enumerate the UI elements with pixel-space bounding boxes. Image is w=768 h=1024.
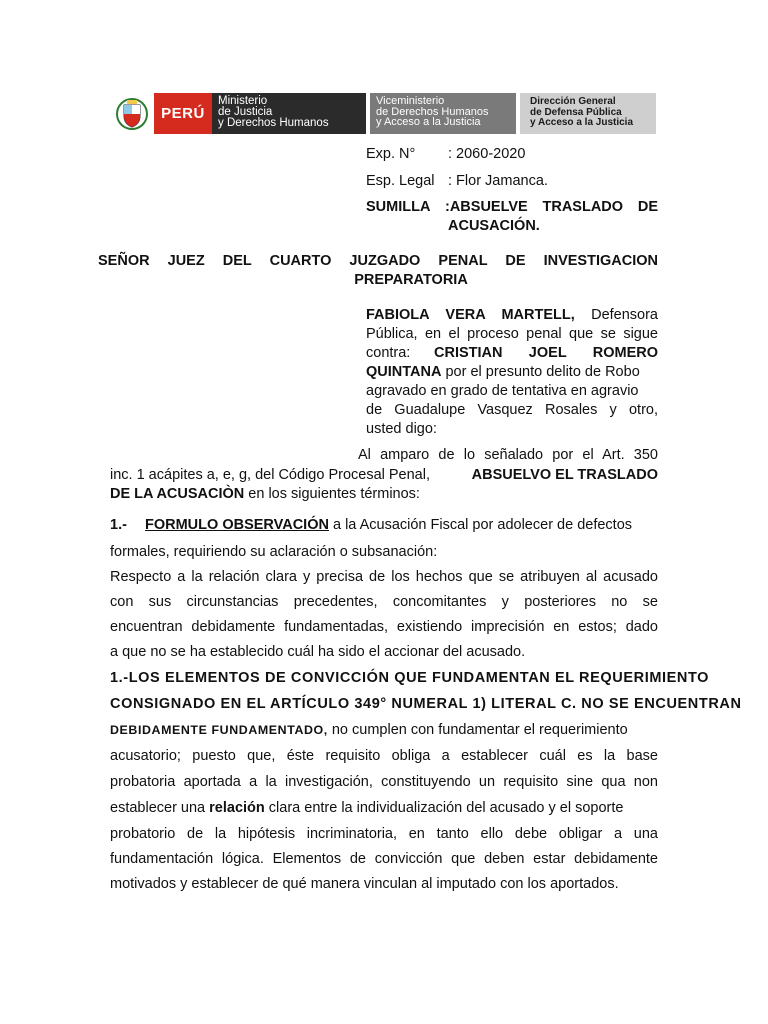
- viceministerio-line-2: de Derechos Humanos: [376, 105, 489, 118]
- section-1-line-4: con sus circunstancias precedentes, concomitantes y posteriores no se: [110, 594, 658, 610]
- sumilla-row: [366, 199, 658, 215]
- direccion-block: [520, 93, 656, 134]
- especialista-row: [366, 173, 548, 189]
- absuelvo-traslado: ABSUELVO EL TRASLADO: [471, 467, 658, 483]
- section-1-line-6: a que no se ha establecido cuál ha sido el accionar del acusado.: [110, 644, 526, 660]
- address-line-2: PREPARATORIA: [354, 272, 468, 288]
- intro-line-4-rest: por el presunto delito de Robo: [441, 364, 640, 380]
- section-2-line-8: fundamentación lógica. Elementos de convicción que deben estar debidamente: [110, 851, 658, 867]
- expediente-label: Exp. N°: [366, 146, 416, 162]
- intro-line-1-rest: Defensora: [574, 307, 658, 323]
- viceministerio-line-3: y Acceso a la Justicia: [376, 116, 481, 128]
- amparo-line-2-text: inc. 1 acápites a, e, g, del Código Procesal Penal,: [110, 467, 430, 483]
- direccion-line-3: y Acceso a la Justicia: [530, 117, 634, 128]
- relacion-word: relación: [209, 800, 265, 816]
- expediente-row: [366, 146, 525, 162]
- defender-name: FABIOLA VERA MARTELL,: [366, 307, 575, 323]
- accused-name-part-1: CRISTIAN JOEL ROMERO: [434, 345, 658, 361]
- amparo-line-1: Al amparo de lo señalado por el Art. 350: [358, 447, 658, 463]
- amparo-line-2: [110, 466, 658, 485]
- direccion-line-1: Dirección General: [530, 96, 616, 107]
- section-2-line-3-rest: no cumplen con fundamentar el requerimiento: [327, 722, 628, 738]
- section-1-line-2: formales, requiriendo su aclaración o subsanación:: [110, 544, 438, 560]
- sumilla-label: SUMILLA: [366, 199, 431, 215]
- viceministerio-line-1: Viceministerio: [376, 95, 445, 107]
- especialista-label: Esp. Legal: [366, 173, 435, 189]
- section-2-line-5: probatoria aportada a la investigación, constituyendo un requisito sine qua non: [110, 774, 658, 790]
- amparo-line-3-rest: en los siguientes términos:: [244, 486, 420, 502]
- section-2-line-1: 1.-LOS ELEMENTOS DE CONVICCIÓN QUE FUNDAMENTAN EL REQUERIMIENTO: [110, 670, 710, 686]
- address-line-1: SEÑOR JUEZ DEL CUARTO JUZGADO PENAL DE INVESTIGACION: [98, 253, 658, 269]
- especialista-value: : Flor Jamanca.: [448, 173, 548, 189]
- intro-line-4: [366, 363, 658, 382]
- section-2-line-7: probatorio de la hipótesis incriminatoria, en tanto ello debe obligar a una: [110, 826, 658, 842]
- ministerio-block: [212, 93, 366, 134]
- section-1-line-3: Respecto a la relación clara y precisa de los hechos que se atribuyen al acusado: [110, 569, 658, 585]
- section-2-bold-phrase: DEBIDAMENTE FUNDAMENTADO,: [110, 723, 328, 737]
- intro-contra: contra:: [366, 345, 411, 361]
- peru-label: PERÚ: [154, 93, 212, 134]
- accused-name-part-2: QUINTANA: [366, 364, 442, 380]
- ministerio-line-3: y Derechos Humanos: [218, 117, 329, 129]
- section-2-line-6-a: establecer una: [110, 800, 210, 816]
- expediente-value: : 2060-2020: [448, 146, 526, 162]
- section-2-line-3: [110, 721, 658, 740]
- section-2-line-2: CONSIGNADO EN EL ARTÍCULO 349° NUMERAL 1) LITERAL C. NO SE ENCUENTRAN: [110, 696, 742, 712]
- section-2-line-9: motivados y establecer de qué manera vinculan al imputado con los aportados.: [110, 876, 619, 892]
- section-1-line-5: encuentran debidamente fundamentadas, existiendo imprecisión en estos; dado: [110, 619, 658, 635]
- section-1-number: 1.-: [110, 517, 127, 533]
- intro-line-3: [366, 344, 658, 363]
- direccion-line-2: de Defensa Pública: [530, 106, 622, 118]
- institution-banner: [110, 93, 656, 134]
- peru-coat-of-arms-icon: [110, 93, 154, 134]
- de-la-acusacion: DE LA ACUSACIÒN: [110, 486, 245, 502]
- section-1-title: FORMULO OBSERVACIÓN: [145, 517, 329, 533]
- section-2-line-4: acusatorio; puesto que, éste requisito obliga a establecer cuál es la base: [110, 748, 658, 764]
- sumilla-value-1: :ABSUELVE TRASLADO DE: [445, 199, 658, 215]
- ministerio-line-1: Ministerio: [218, 95, 268, 107]
- section-2-line-6: [110, 799, 658, 818]
- section-1-line-1-rest: a la Acusación Fiscal por adolecer de defectos: [328, 517, 633, 533]
- intro-line-7: usted digo:: [366, 421, 437, 437]
- ministerio-line-2: de Justicia: [218, 106, 273, 118]
- amparo-line-3: [110, 485, 658, 504]
- intro-line-2: Pública, en el proceso penal que se sigue: [366, 326, 658, 342]
- intro-line-1: [366, 306, 658, 325]
- intro-line-6: de Guadalupe Vasquez Rosales y otro,: [366, 402, 658, 418]
- section-2-line-6-b: clara entre la individualización del acusado y el soporte: [264, 800, 624, 816]
- viceministerio-block: [370, 93, 516, 134]
- section-1-heading: [110, 516, 658, 535]
- intro-line-5: agravado en grado de tentativa en agravio: [366, 383, 639, 399]
- sumilla-value-2: ACUSACIÓN.: [448, 218, 540, 234]
